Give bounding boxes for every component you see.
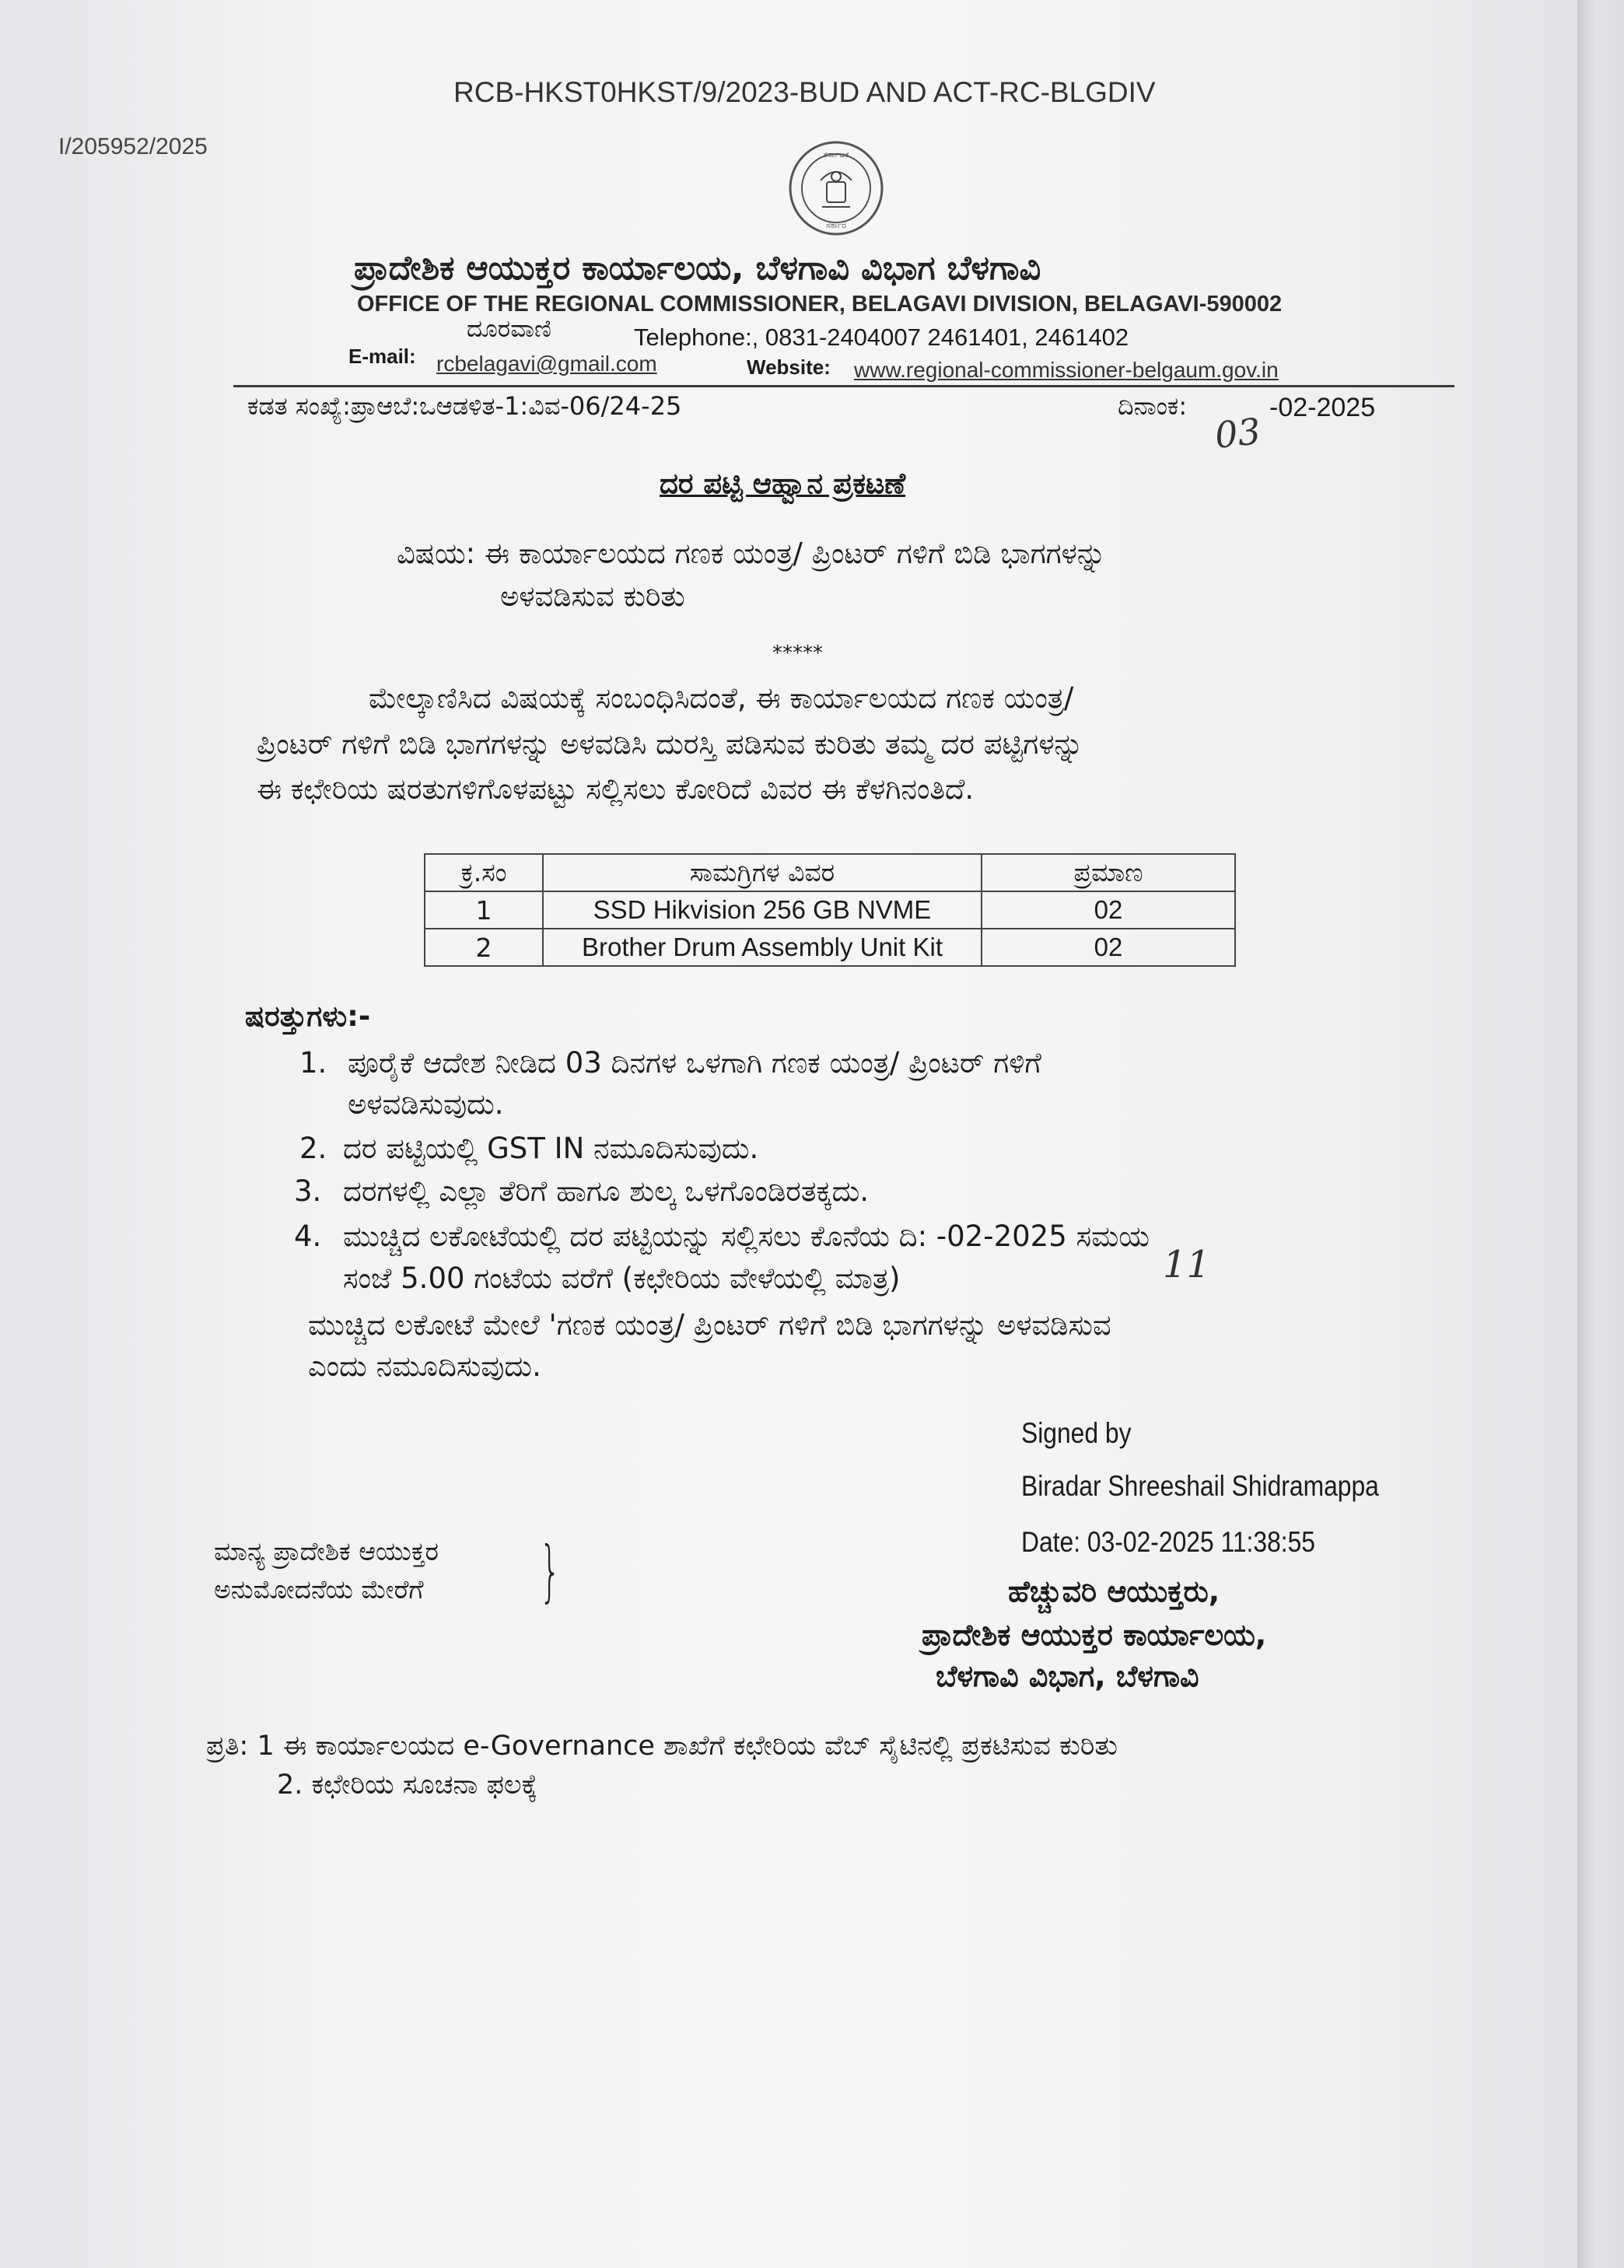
separator-stars: ***** <box>772 642 823 665</box>
column-header: ಪ್ರಮಾಣ <box>982 854 1235 891</box>
table-row <box>425 891 1235 929</box>
office-name-english: OFFICE OF THE REGIONAL COMMISSIONER, BELAGAVI DIVISION, BELAGAVI-590002 <box>357 292 1283 317</box>
table-cell: SSD Hikvision 256 GB NVME <box>543 891 982 929</box>
condition-1-line-2: ಅಳವಡಿಸುವುದು. <box>348 1087 504 1121</box>
handwritten-day-eleven: 11 <box>1163 1243 1211 1286</box>
column-header: ಕ್ರ.ಸಂ <box>425 854 543 891</box>
items-table <box>424 853 1236 967</box>
email-label: E-mail: <box>348 345 416 368</box>
signed-by-label: Signed by <box>1021 1417 1132 1449</box>
condition-number: 4. <box>294 1220 322 1253</box>
envelope-instruction-2: ಎಂದು ನಮೂದಿಸುವುದು. <box>308 1349 541 1383</box>
website-label: Website: <box>747 355 831 379</box>
table-row <box>425 929 1235 966</box>
table-cell: Brother Drum Assembly Unit Kit <box>543 929 982 966</box>
designation-line-1: ಹೆಚ್ಚುವರಿ ಆಯುಕ್ತರು, <box>1008 1574 1220 1608</box>
condition-4-line-1: ಮುಚ್ಚಿದ ಲಕೋಟೆಯಲ್ಲಿ ದರ ಪಟ್ಟಿಯನ್ನು ಸಲ್ಲಿಸಲು ಕೊನೆಯ ದಿ: -02-2025 ಸಮಯ <box>343 1220 1150 1253</box>
approval-brace: } <box>539 1532 562 1610</box>
body-line-1: ಮೇಲ್ಕಾಣಿಸಿದ ವಿಷಯಕ್ಕೆ ಸಂಬಂಧಿಸಿದಂತೆ, ಈ ಕಾರ್ಯಾಲಯದ ಗಣಕ ಯಂತ್ರ/ <box>369 681 1074 715</box>
office-name-kannada: ಪ್ರಾದೇಶಿಕ ಆಯುಕ್ತರ ಕಾರ್ಯಾಲಯ, ಬೆಳಗಾವಿ ವಿಭಾಗ ಬೆಳಗಾವಿ <box>354 249 1041 288</box>
body-line-3: ಈ ಕಛೇರಿಯ ಷರತುಗಳಿಗೊಳಪಟ್ಟು ಸಲ್ಲಿಸಲು ಕೋರಿದೆ ವಿವರ ಈ ಕೆಳಗಿನಂತಿದೆ. <box>257 772 975 806</box>
condition-number: 1. <box>299 1046 327 1080</box>
table-cell: 02 <box>982 929 1235 966</box>
condition-4-line-2: ಸಂಜೆ 5.00 ಗಂಟೆಯ ವರೆಗೆ (ಕಛೇರಿಯ ವೇಳೆಯಲ್ಲಿ ಮಾತ್ರ) <box>343 1262 901 1295</box>
seal-bottom-text: ಸರ್ಕಾರ <box>825 220 847 230</box>
approval-line-2: ಅನುಮೋದನೆಯ ಮೇರೆಗೆ <box>214 1574 424 1605</box>
telephone-label-kannada: ದೂರವಾಣಿ <box>467 315 551 343</box>
envelope-instruction-1: ಮುಚ್ಚಿದ ಲಕೋಟೆ ಮೇಲೆ 'ಗಣಕ ಯಂತ್ರ/ ಪ್ರಿಂಟರ್ ಗಳಿಗೆ ಬಿಡಿ ಭಾಗಗಳನ್ನು ಅಳವಡಿಸುವ <box>308 1308 1111 1342</box>
page-edge-shadow <box>1577 0 1624 2268</box>
file-reference: ಕಡತ ಸಂಖ್ಯೆ:ಪ್ರಾಆಬೆ:ಒಆಡಳಿತ-1:ವಿವ-06/24-25 <box>247 391 682 421</box>
table-header-row <box>425 854 1235 891</box>
column-header: ಸಾಮಗ್ರಿಗಳ ವಿವರ <box>543 854 982 891</box>
condition-1-line-1: ಪೂರೈಕೆ ಆದೇಶ ನೀಡಿದ 03 ದಿನಗಳ ಒಳಗಾಗಿ ಗಣಕ ಯಂತ್ರ/ ಪ್ರಿಂಟರ್ ಗಳಿಗೆ <box>348 1046 1041 1080</box>
designation-line-3: ಬೆಳಗಾವಿ ವಿಭಾಗ, ಬೆಳಗಾವಿ <box>936 1659 1199 1693</box>
approval-line-1: ಮಾನ್ಯ ಪ್ರಾದೇಶಿಕ ಆಯುಕ್ತರ <box>214 1536 439 1566</box>
date-label: ದಿನಾಂಕ: <box>1118 391 1188 421</box>
signature-date: Date: 03-02-2025 11:38:55 <box>1021 1526 1316 1558</box>
conditions-heading: ಷರತ್ತುಗಳು:- <box>245 999 371 1033</box>
table-cell: 2 <box>425 929 543 966</box>
signer-name: Biradar Shreeshail Shidramappa <box>1021 1470 1379 1502</box>
email-link[interactable]: rcbelagavi@gmail.com <box>436 352 657 376</box>
notice-title: ದರ ಪಟ್ಟಿ ಆಹ್ವಾನ ಪ್ರಕಟಣೆ <box>660 467 906 500</box>
table-cell: 02 <box>982 891 1235 929</box>
subject-line-2: ಅಳವಡಿಸುವ ಕುರಿತು <box>500 579 685 613</box>
telephone-numbers: Telephone:, 0831-2404007 2461401, 2461402 <box>634 324 1129 351</box>
seal-top-text: ಕರ್ನಾಟಕ <box>823 149 849 159</box>
file-number: I/205952/2025 <box>58 134 208 159</box>
condition-number: 2. <box>299 1132 327 1165</box>
copy-to-line-1: ಪ್ರತಿ: 1 ಈ ಕಾರ್ಯಾಲಯದ e-Governance ಶಾಖೆಗೆ ಕಛೇರಿಯ ವೆಬ್ ಸೈಟಿನಲ್ಲಿ ಪ್ರಕಟಿಸುವ ಕುರಿತು <box>206 1731 1118 1762</box>
condition-3: ದರಗಳಲ್ಲಿ ಎಲ್ಲಾ ತೆರಿಗೆ ಹಾಗೂ ಶುಲ್ಕ ಒಳಗೊಂಡಿರತಕ್ಕದು. <box>343 1174 870 1208</box>
subject-line-1: ವಿಷಯ: ಈ ಕಾರ್ಯಾಲಯದ ಗಣಕ ಯಂತ್ರ/ ಪ್ರಿಂಟರ್ ಗಳಿಗೆ ಬಿಡಿ ಭಾಗಗಳನ್ನು <box>397 537 1107 570</box>
body-line-2: ಪ್ರಿಂಟರ್ ಗಳಿಗೆ ಬಿಡಿ ಭಾಗಗಳನ್ನು ಅಳವಡಿಸಿ ದುರಸ್ತಿ ಪಡಿಸುವ ಕುರಿತು ತಮ್ಮ ದರ ಪಟ್ಟಿಗಳನ್ನು <box>257 727 1083 761</box>
condition-number: 3. <box>294 1174 322 1208</box>
reference-number: RCB-HKST0HKST/9/2023-BUD AND ACT-RC-BLGDIV <box>453 76 1156 108</box>
handwritten-day: 03 <box>1213 410 1263 457</box>
copy-to-line-2: 2. ಕಛೇರಿಯ ಸೂಚನಾ ಫಲಕ್ಕೆ <box>277 1769 538 1801</box>
website-link[interactable]: www.regional-commissioner-belgaum.gov.in <box>854 358 1279 382</box>
condition-2: ದರ ಪಟ್ಟಿಯಲ್ಲಿ GST IN ನಮೂದಿಸುವುದು. <box>343 1132 759 1165</box>
designation-line-2: ಪ್ರಾದೇಶಿಕ ಆಯುಕ್ತರ ಕಾರ್ಯಾಲಯ, <box>922 1618 1267 1652</box>
header-divider <box>233 385 1454 387</box>
date-value: -02-2025 <box>1269 393 1376 422</box>
state-emblem-seal <box>788 140 884 236</box>
table-cell: 1 <box>425 891 543 929</box>
